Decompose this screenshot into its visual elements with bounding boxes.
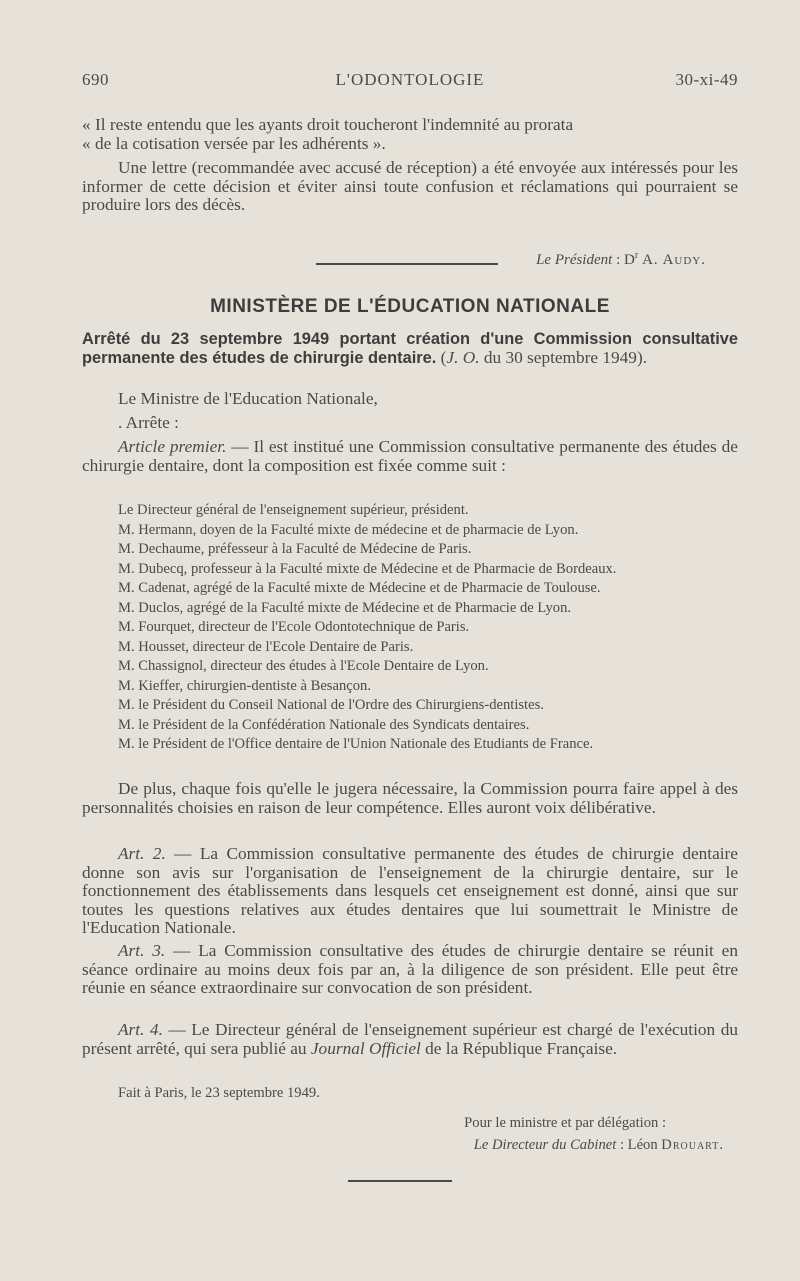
article-3-text: — La Commission consultative des études de chirurgie dentaire se réunit en séance ordinaire au moins deux fois par an, à la diligence de son président. Elle peut être réunie en séance extraordinaire sur convocation de son président. <box>82 941 738 997</box>
intro-quote <box>82 116 738 153</box>
article-4-block <box>82 1021 738 1058</box>
member-item: M. le Président de l'Office dentaire de l'Union Nationale des Etudiants de France. <box>118 736 594 752</box>
ministry-heading: MINISTÈRE DE L'ÉDUCATION NATIONALE <box>210 296 610 317</box>
letter-paragraph: Une lettre (recommandée avec accusé de réception) a été envoyée aux intéressés pour les informer de cette décision et éviter ainsi toute confusion et réclamations qui pourraient se produire lors des décès. <box>82 158 738 214</box>
member-item: M. Cadenat, agrégé de la Faculté mixte de Médecine et de Pharmacie de Toulouse. <box>118 580 601 596</box>
article-2-label: Art. 2. <box>118 844 166 863</box>
article-4-text-a: — Le Directeur général de l'enseignement supérieur est chargé de l'exécution du présent arrêté, qui sera publié au <box>82 1020 738 1058</box>
signature-title: Le Président <box>536 252 613 268</box>
director-name: Drouart. <box>661 1137 724 1153</box>
fait-line: Fait à Paris, le 23 septembre 1949. <box>118 1085 320 1101</box>
journal-title: L'ODONTOLOGIE <box>335 70 485 89</box>
decree-ref-open: ( <box>436 347 447 367</box>
decree-title-block <box>82 330 738 367</box>
deplus-block <box>82 780 738 817</box>
article-2-text: — La Commission consultative permanente des études de chirurgie dentaire donne son avis sur l'organisation de l'enseignement de la chirurgie dentaire, sur le fonctionnement des établissements dans lesquels cet enseignement est donné, ainsi que sur toutes les questions relatives aux études dentaires que lui soumettrait le Ministre de l'Education Nationale. <box>82 844 738 937</box>
decree-ref-rest: du 30 septembre 1949). <box>479 347 648 367</box>
member-item: M. Kieffer, chirurgien-dentiste à Besançon. <box>118 677 371 694</box>
article-1 <box>82 438 738 475</box>
member-item: M. Duclos, agrégé de la Faculté mixte de Médecine et de Pharmacie de Lyon. <box>118 599 572 616</box>
article-4-text-b: de la République Française. <box>420 1038 618 1058</box>
director-line <box>82 1136 724 1156</box>
delegation-line: Pour le ministre et par délégation : <box>464 1115 666 1131</box>
arrete-block <box>82 414 738 433</box>
article-2-block <box>82 845 738 938</box>
member-item: M. le Président du Conseil National de l'Ordre des Chirurgiens-dentistes. <box>118 697 544 713</box>
running-header <box>82 70 738 94</box>
article-1-label: Article premier. <box>118 437 227 456</box>
article-4-journal: Journal Officiel <box>310 1038 421 1058</box>
member-item: M. Dubecq, professeur à la Faculté mixte de Médecine et de Pharmacie de Bordeaux. <box>118 560 617 577</box>
fait-block <box>82 1084 738 1104</box>
decree-title <box>82 330 738 367</box>
page-number: 690 <box>82 70 109 89</box>
article-1-text: — Il est institué une Commission consultative permanente des études de chirurgie dentaire, dont la composition est fixée comme suit : <box>82 437 738 475</box>
decree-ref-journal: J. O. <box>446 347 480 367</box>
article-4-label: Art. 4. <box>118 1020 163 1039</box>
article-3-block <box>82 942 738 998</box>
article-3-label: Art. 3. <box>118 941 166 960</box>
quote-line-1: « Il reste entendu que les ayants droit toucheront l'indemnité au prorata <box>82 115 574 134</box>
decree-title-bold: Arrêté du 23 septembre 1949 portant création d'une Commission consultative permanente des études de chirurgie dentaire. <box>82 330 738 367</box>
article-1-block <box>82 438 738 475</box>
article-4 <box>82 1021 738 1058</box>
director-title: Le Directeur du Cabinet <box>473 1137 617 1153</box>
issue-date: 30-xi-49 <box>675 70 738 89</box>
section-divider-top <box>316 263 498 265</box>
director-prefix: : Léon <box>616 1137 662 1153</box>
commission-members-list <box>82 501 738 755</box>
article-2 <box>82 845 738 938</box>
president-signature <box>82 250 706 269</box>
article-3 <box>82 942 738 998</box>
signature-name: A. Audy. <box>638 252 706 268</box>
deplus-paragraph: De plus, chaque fois qu'elle le jugera nécessaire, la Commission pourra faire appel à des personnalités choisies en raison de leur compétence. Elles auront voix délibérative. <box>82 779 738 817</box>
letter-paragraph-block <box>82 159 738 215</box>
director-signature <box>82 1136 724 1156</box>
member-item: M. Fourquet, directeur de l'Ecole Odontotechnique de Paris. <box>118 619 470 635</box>
minister-line: Le Ministre de l'Education Nationale, <box>118 389 378 408</box>
minister-block <box>82 390 738 409</box>
section-divider-bottom <box>348 1180 452 1182</box>
member-item: M. Dechaume, préfesseur à la Faculté de Médecine de Paris. <box>118 541 472 557</box>
member-item: M. le Président de la Confédération Nationale des Syndicats dentaires. <box>118 716 530 733</box>
quote-line-2: « de la cotisation versée par les adhérents ». <box>82 133 386 153</box>
member-item: M. Chassignol, directeur des études à l'Ecole Dentaire de Lyon. <box>118 658 489 674</box>
signature-sup: r <box>634 250 639 261</box>
signature-prefix: : D <box>612 252 635 268</box>
arrete-line: . Arrête : <box>118 413 179 432</box>
member-item: M. Hermann, doyen de la Faculté mixte de médecine et de pharmacie de Lyon. <box>118 521 579 538</box>
delegation-block <box>82 1114 666 1134</box>
member-item: Le Directeur général de l'enseignement supérieur, président. <box>118 502 469 518</box>
member-item: M. Housset, directeur de l'Ecole Dentaire de Paris. <box>118 638 414 655</box>
